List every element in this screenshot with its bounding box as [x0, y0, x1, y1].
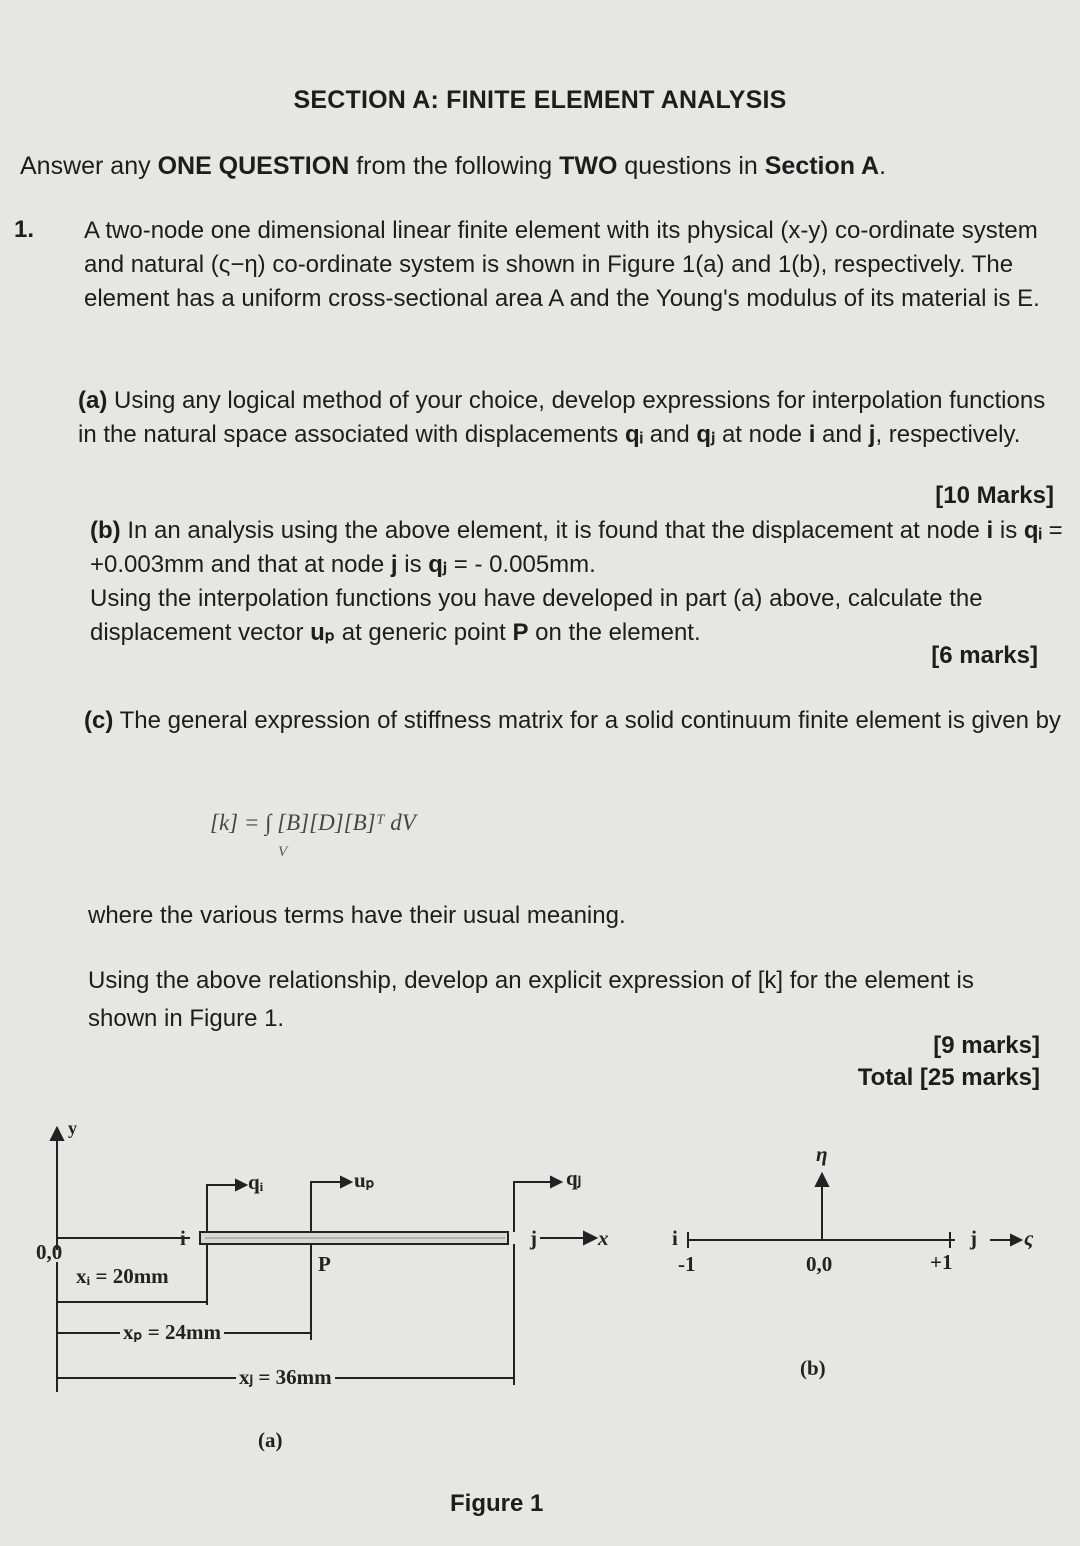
fig-a-qi-label: qᵢ: [248, 1170, 264, 1194]
fig-a-qj-arrow: [514, 1182, 555, 1232]
fig-a-y-label: y: [68, 1118, 77, 1138]
fig-b-node-i-label: i: [672, 1226, 678, 1250]
fig-a-xi-label: xᵢ = 20mm: [76, 1264, 169, 1288]
fig-a-qi-arrow: [207, 1185, 240, 1232]
fig-b-plus-one-label: +1: [930, 1250, 953, 1274]
part-a-marks: [10 Marks]: [935, 482, 1054, 509]
fig-b-eta-label: η: [816, 1142, 828, 1166]
fig-a-node-i-label: i: [180, 1226, 186, 1250]
fig-b-minus-one-label: -1: [678, 1252, 696, 1276]
fig-a-x-label: x: [598, 1226, 609, 1250]
fig-a-x-arrowhead: [584, 1232, 596, 1244]
fig-b-zeta-label: ς: [1024, 1226, 1034, 1250]
fig-a-xp-label: xₚ = 24mm: [120, 1320, 224, 1345]
fig-a-point-p-label: P: [318, 1252, 331, 1276]
marks-9: [9 marks]: [933, 1032, 1040, 1059]
instruction-line: Answer any ONE QUESTION from the following TWO questions in Section A.: [20, 152, 887, 180]
part-b-text: (b) In an analysis using the above element, it is found that the displacement at node i is qᵢ = +0.003mm and that at node j is qⱼ = - 0.005mm. Using the interpolation functions you have developed in part (a) above, calculate the displacement vector uₚ at generic point P on the element.: [90, 517, 1063, 646]
fig-a-up-label: uₚ: [354, 1168, 375, 1192]
part-a-text: (a) Using any logical method of your choice, develop expressions for interpolation functions in the natural space associated with displacements qᵢ and qⱼ at node i and j, respectively.: [78, 387, 1046, 448]
figure-caption: Figure 1: [450, 1490, 544, 1517]
fig-a-y-arrowhead: [51, 1128, 63, 1140]
fig-a-node-j-label: j: [530, 1226, 537, 1250]
using-text: Using the above relationship, develop an explicit expression of [k] for the element is shown in Figure 1.: [88, 967, 974, 1032]
fig-a-caption: (a): [258, 1428, 283, 1452]
fig-a-qj-label: qⱼ: [566, 1166, 582, 1190]
question-number: 1.: [14, 216, 35, 243]
fig-b-origin-label: 0,0: [806, 1252, 833, 1276]
fig-b-node-j-label: j: [970, 1226, 977, 1250]
part-c-text: (c) The general expression of stiffness matrix for a solid continuum finite element is given by: [84, 707, 1061, 734]
integral-domain-label: V: [278, 844, 288, 860]
fig-b-caption: (b): [800, 1356, 826, 1380]
fig-a-xj-label: xⱼ = 36mm: [236, 1365, 335, 1390]
fig-a-up-arrow: [311, 1182, 345, 1232]
total-marks: Total [25 marks]: [857, 1064, 1040, 1091]
question-intro: A two-node one dimensional linear finite element with its physical (x-y) co-ordinate system and natural (ς−η) co-ordinate system is shown in Figure 1(a) and 1(b), respectively. The element has a uniform cross-sectional area A and the Young's modulus of its material is E.: [84, 217, 1040, 312]
fig-b-eta-arrowhead: [816, 1174, 828, 1186]
where-text: where the various terms have their usual meaning.: [88, 902, 626, 929]
fig-a-origin-label: 0,0: [36, 1240, 63, 1264]
part-b-marks: [6 marks]: [931, 642, 1038, 669]
section-heading: SECTION A: FINITE ELEMENT ANALYSIS: [293, 86, 787, 114]
stiffness-equation: [k] = ∫ [B][D][B]ᵀ dV: [210, 810, 416, 835]
